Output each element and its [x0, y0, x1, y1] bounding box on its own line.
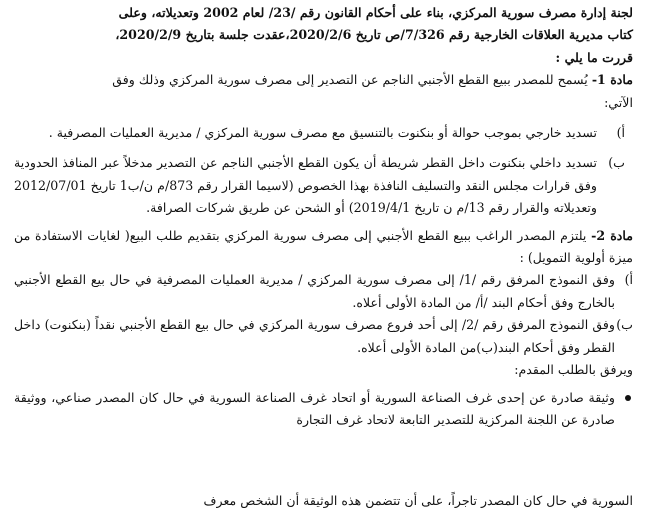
item-marker: أ): [624, 272, 633, 288]
decided-heading: قررت ما يلي :: [555, 49, 633, 65]
item-marker: ب): [608, 155, 625, 171]
cut-off-line: [14, 490, 633, 512]
article-2: [14, 225, 633, 270]
article-1-text: يُسمح للمصدر ببيع القطع الأجنبي الناجم عن التصدير إلى مصرف سورية المركزي وذلك وفق: [112, 72, 592, 88]
attachment-bullet: [14, 387, 633, 432]
item-marker: ب): [616, 317, 633, 333]
article-2-label: مادة 2-: [591, 227, 633, 243]
item-text: تسديد داخلي بنكنوت داخل القطر شريطة أن يكون القطع الأجنبي الناجم عن التصدير مدخلاً عبر المنافذ الحدودية وفق قرارات مجلس النقد والتسليف النافذة بهذا الخصوص (لاسيما القرار رقم 873/م ن/ب1 تاريخ 2012/07/01 وتعديلاته والقرار رقم 13/م ن تاريخ 2019/4/1) أو الشحن عن طريق شركات الصرافة.: [14, 155, 597, 216]
item-text: وفق النموذج المرفق رقم /2/ إلى أحد فروع مصرف سورية المركزي في حال بيع القطع الأجنبي نقداً (بنكنوت) داخل القطر وفق أحكام البند(ب)من المادة الأولى أعلاه.: [14, 317, 616, 355]
article-2-text: يلتزم المصدر الراغب ببيع القطع الأجنبي إلى مصرف سورية المركزي بتقديم طلب البيع( لغايات الاستفادة من ميزة أولوية التمويل) :: [14, 227, 633, 266]
article-2-item-a: [14, 269, 633, 314]
bullet-text: وثيقة صادرة عن إحدى غرف الصناعة السورية أو اتحاد غرف الصناعة السورية في حال كان المصدر صناعي، ووثيقة صادرة عن اللجنة المركزية للتصدير التابعة لاتحاد غرف التجارة: [14, 389, 615, 427]
article-1-item-a: [14, 122, 633, 144]
cut-off-text: السورية في حال كان المصدر تاجراً، على أن تتضمن هذه الوثيقة أن الشخص معرف: [203, 493, 633, 508]
attachments-heading: ويرفق بالطلب المقدم:: [514, 362, 633, 378]
article-1: [14, 69, 633, 91]
article-2-item-b: [14, 314, 633, 359]
article-1-label: مادة 1-: [591, 72, 633, 88]
article-1-continuation: الآتي:: [604, 94, 633, 110]
intro-line1-rest: بناء على أحكام القانون رقم /23/ لعام 2002 وتعديلاته، وعلى: [118, 5, 449, 20]
item-marker: أ): [616, 125, 625, 141]
intro-paragraph: [14, 2, 633, 24]
committee-name: لجنة إدارة مصرف سورية المركزي،: [448, 5, 633, 20]
intro-line2: كتاب مديرية العلاقات الخارجية رقم 7/326/ص تاريخ 2020/2/6،عقدت جلسة بتاريخ 2020/2/9،: [115, 27, 633, 43]
bullet-dot-icon: [625, 395, 631, 401]
article-1-item-b: [14, 152, 633, 219]
item-text: تسديد خارجي بموجب حوالة أو بنكنوت بالتنسيق مع مصرف سورية المركزي / مديرية العمليات المصرفية .: [48, 125, 597, 141]
item-text: وفق النموذج المرفق رقم /1/ إلى مصرف سورية المركزي / مديرية العمليات المصرفية في حال بيع القطع الأجنبي بالخارج وفق أحكام البند /أ/ من المادة الأولى أعلاه.: [14, 272, 615, 310]
